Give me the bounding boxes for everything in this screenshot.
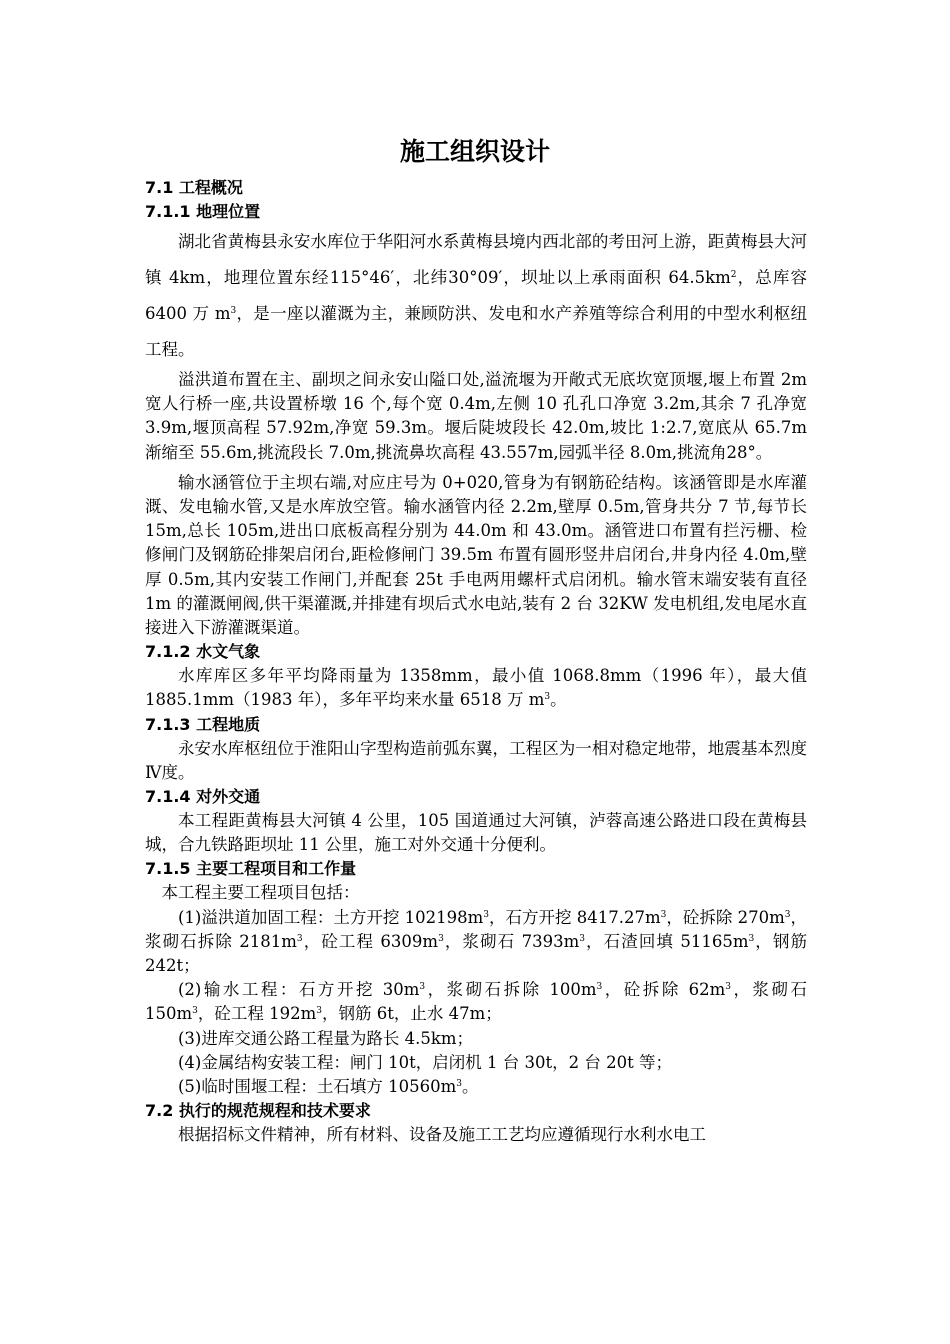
superscript: 3 [419, 982, 426, 993]
paragraph-specifications: 根据招标文件精神，所有材料、设备及施工工艺均应遵循现行水利水电工 [178, 1125, 706, 1145]
superscript: 3 [316, 1006, 322, 1017]
text-run: ，是一座以灌溉为主，兼顾防洪、发电和水产养殖等综合利用的中型水利枢纽工程。 [145, 304, 807, 359]
superscript: 3 [660, 909, 667, 920]
text-run: ，坝址以上承雨面积 64.5km [502, 268, 731, 287]
superscript: 3 [784, 909, 791, 920]
superscript: 3 [296, 933, 303, 944]
superscript: 3 [230, 306, 237, 316]
text-run: (5)临时围堰工程：土石填方 10560m [178, 1077, 457, 1097]
section-heading-7-1-5: 7.1.5 主要工程项目和工作量 [145, 859, 357, 879]
superscript: 3 [438, 933, 444, 944]
text-run: ，浆砌石 7393m [443, 931, 580, 951]
section-heading-7-1-1: 7.1.1 地理位置 [145, 202, 261, 221]
text-run: ，砼拆除 270m [666, 907, 785, 927]
paragraph-culvert: 输水涵管位于主坝右端,对应庄号为 0+020,管身为有钢筋砼结构。该涵管即是水库灌溉、发电输水管,又是水库放空管。输水涵管内径 2.2m,壁厚 0.5m,管身共分 7 节,每节长 15m,总长 105m,进出口底板高程分别为 44.0m 和 43.0m。涵管进口布置有拦污栅、检修闸门及钢筋砼排架启闭台,距检修闸门 39.5m 布置有圆形竖井启闭台,井身内径 4.0m,壁厚 0.5m,其内安装工作闸门,并配套 25t 手电两用螺杆式启闭机。输水管末端安装有直径 1m 的灌溉闸阀,供干渠灌溉,并排建有坝后式水电站,装有 2 台 32KW 发电机组,发电尾水直接进入下游灌溉渠道。 [145, 472, 807, 638]
superscript: 3 [579, 933, 585, 944]
superscript: 3 [544, 692, 551, 703]
page-title: 施工组织设计 [399, 137, 550, 166]
document-body [145, 176, 807, 1147]
text-run: 。 [550, 690, 567, 710]
superscript: 2 [730, 270, 737, 280]
superscript: 3 [596, 982, 603, 993]
text-run: ，浆砌石 150m [145, 980, 808, 1024]
latitude-value: 30°09′ [448, 268, 503, 287]
text-run: ，砼拆除 62m [602, 980, 726, 1000]
paragraph-location [145, 224, 807, 368]
list-item-road-works: (3)进库交通公路工程量为路长 4.5km； [178, 1028, 474, 1048]
paragraph-geology: 永安水库枢纽位于淮阳山字型构造前弧东翼，工程区为一相对稳定地带，地震基本烈度Ⅳ度。 [145, 738, 807, 782]
superscript: 3 [192, 1006, 198, 1017]
section-heading-7-2: 7.2 执行的规范规程和技术要求 [145, 1101, 371, 1121]
text-run: ，钢筋 6t，止水 47m； [322, 1004, 502, 1024]
superscript: 3 [483, 909, 489, 920]
list-item-cofferdam [145, 1075, 807, 1099]
list-item-spillway-works [145, 906, 807, 979]
text-run: ，总库容 6400 万 m [145, 268, 807, 323]
section-heading-7-1-4: 7.1.4 对外交通 [145, 787, 261, 807]
text-run: ，浆砌石拆除 2181m [145, 907, 808, 951]
text-run: (2)输水工程：石方开挖 30m [178, 980, 420, 1000]
text-run: 溢洪道布置在主、副坝之间永安山隘口处,溢流堰为开敞式无底坎宽顶堰,堰上布置 2m 宽人行桥一座,共设置桥墩 16 个,每个宽 0.4m,左侧 10 孔孔口净宽 3.2m,其余 7 孔净宽 3.9m,堰顶高程 57.92m,净宽 59.3m。堰后陡坡段长 42.0m,坡比 1:2.7,宽底从 65.7m 渐缩至 55.6m,挑流段长 7.0m,挑流鼻坎高程 43.557m,园弧半径 8.0m,挑流角 [145, 370, 807, 462]
text-run: 湖北省黄梅县永安水库位于华阳河水系黄梅县境内西北部的考田河上游，距黄梅县大河镇 4km，地理位置东经 [145, 232, 807, 287]
text-run: ，石渣回填 51165m [584, 931, 749, 951]
text-run: ，石方开挖 8417.27m [489, 907, 661, 927]
section-heading-7-1: 7.1 工程概况 [145, 178, 243, 197]
text-run: 水库库区多年平均降雨量为 1358mm，最小值 1068.8mm（1996 年），最大值 1885.1mm（1983 年），多年平均来水量 6518 万 m [145, 666, 807, 710]
text-run: ，北纬 [394, 268, 449, 287]
angle-value: 28° [726, 442, 756, 462]
longitude-value: 115°46′ [329, 268, 395, 287]
list-item-metal-structure: (4)金属结构安装工程：闸门 10t，启闭机 1 台 30t，2 台 20t 等； [178, 1052, 672, 1072]
paragraph-traffic: 本工程距黄梅县大河镇 4 公里，105 国道通过大河镇，泸蓉高速公路进口段在黄梅县城，合九铁路距坝址 11 公里，施工对外交通十分便利。 [145, 811, 807, 855]
text-run: 。 [462, 1077, 479, 1097]
section-heading-7-1-3: 7.1.3 工程地质 [145, 714, 261, 734]
text-run: 。 [755, 442, 773, 462]
text-run: ，砼工程 6309m [302, 931, 439, 951]
paragraph-works-intro: 本工程主要工程项目包括： [161, 883, 360, 903]
superscript: 3 [748, 933, 755, 944]
paragraph-spillway [145, 368, 807, 465]
section-heading-7-1-2: 7.1.2 水文气象 [145, 642, 261, 662]
paragraph-hydrology [145, 664, 807, 712]
text-run: ，钢筋 242t； [145, 931, 807, 976]
text-run: ，浆砌石拆除 100m [425, 980, 597, 1000]
superscript: 3 [725, 982, 731, 993]
text-run: ，砼工程 192m [197, 1004, 317, 1024]
text-run: (1)溢洪道加固工程：土方开挖 102198m [178, 907, 484, 927]
superscript: 3 [456, 1079, 462, 1090]
list-item-conveyance-works [145, 978, 807, 1026]
